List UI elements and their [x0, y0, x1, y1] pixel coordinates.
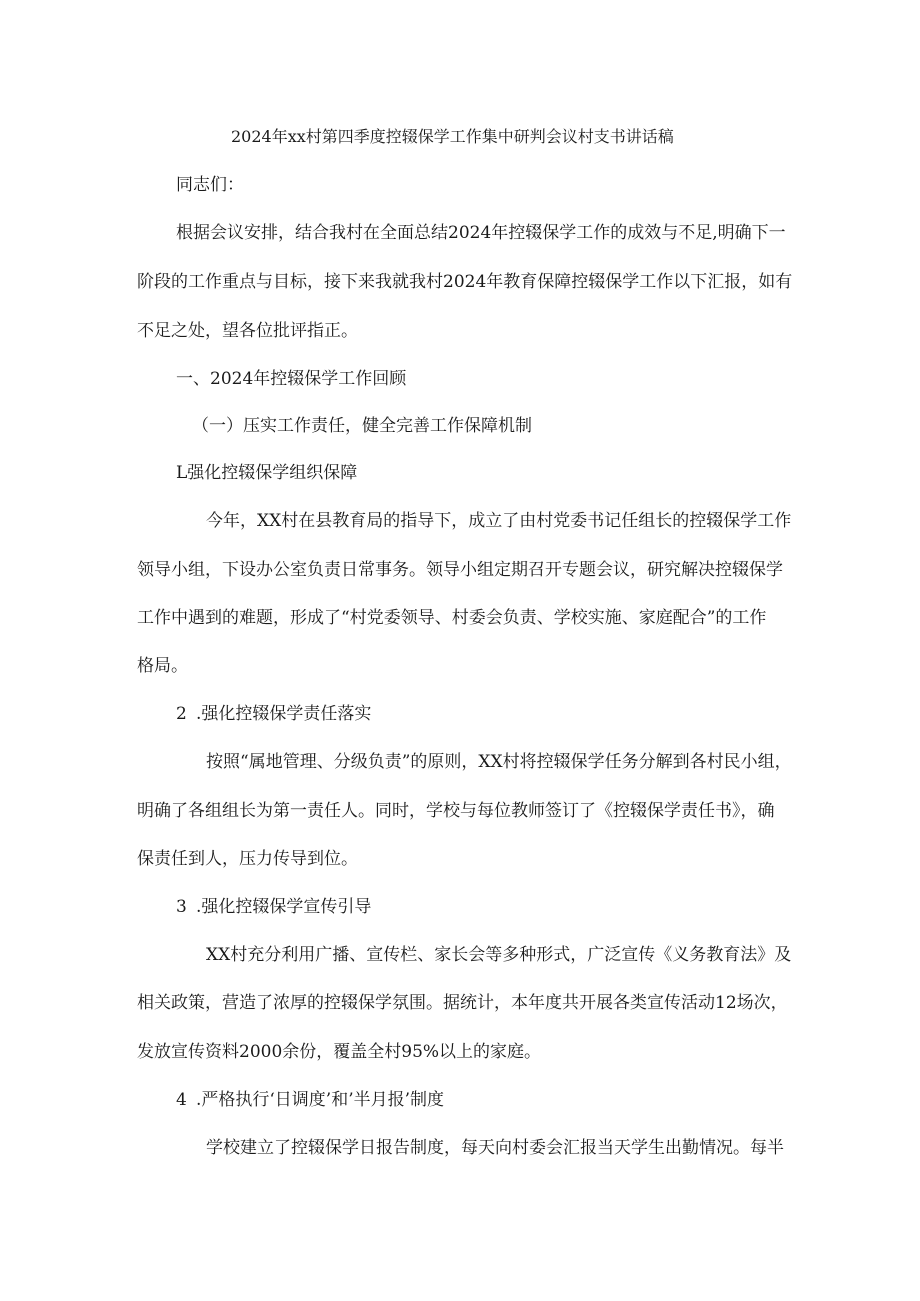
- item-2-number: 2: [176, 704, 187, 724]
- subsection-1-heading: （一）压实工作责任，健全完善工作保障机制: [192, 416, 532, 436]
- item-4-line-1: 学校建立了控辍保学日报告制度，每天向村委会汇报当天学生出勤情况。每半: [206, 1138, 784, 1158]
- item-1-heading: L强化控辍保学组织保障: [176, 463, 358, 483]
- salutation: 同志们：: [176, 175, 244, 195]
- item-3-heading: .强化控辍保学宣传引导: [196, 897, 372, 917]
- item-1-line-2: 领导小组，下设办公室负责日常事务。领导小组定期召开专题会议，研究解决控辍保学: [137, 560, 783, 580]
- item-1-line-3: 工作中遇到的难题，形成了“村党委领导、村委会负责、学校实施、家庭配合”的工作: [137, 608, 767, 628]
- intro-line-1: 根据会议安排，结合我村在全面总结2024年控辍保学工作的成效与不足,明确下一: [176, 223, 786, 243]
- item-3-line-3: 发放宣传资料2000余份，覆盖全村95%以上的家庭。: [137, 1042, 542, 1062]
- intro-line-3: 不足之处，望各位批评指正。: [137, 321, 358, 341]
- item-4-heading: .严格执行‘日调度’和’半月报’制度: [196, 1090, 445, 1110]
- item-3-number: 3: [176, 897, 187, 917]
- item-1-line-4: 格局。: [137, 656, 188, 676]
- section-1-heading: 一、2024年控辍保学工作回顾: [176, 369, 407, 389]
- item-2-line-2: 明确了各组组长为第一责任人。同时，学校与每位教师签订了《控辍保学责任书》，确: [137, 801, 775, 821]
- item-2-heading: .强化控辍保学责任落实: [196, 704, 372, 724]
- item-2-line-1: 按照“属地管理、分级负责”的原则，XX村将控辍保学任务分解到各村民小组，: [206, 752, 792, 772]
- item-4-number: 4: [176, 1090, 187, 1110]
- intro-line-2: 阶段的工作重点与目标，接下来我就我村2024年教育保障控辍保学工作以下汇报，如有: [137, 272, 793, 292]
- item-2-line-3: 保责任到人，压力传导到位。: [137, 849, 358, 869]
- document-title: 2024年xx村第四季度控辍保学工作集中研判会议村支书讲话稿: [231, 127, 674, 146]
- item-3-line-2: 相关政策，营造了浓厚的控辍保学氛围。据统计，本年度共开展各类宣传活动12场次，: [137, 993, 788, 1013]
- item-3-line-1: XX村充分利用广播、宣传栏、家长会等多种形式，广泛宣传《义务教育法》及: [206, 945, 792, 965]
- item-1-line-1: 今年，XX村在县教育局的指导下，成立了由村党委书记任组长的控辍保学工作: [206, 511, 792, 531]
